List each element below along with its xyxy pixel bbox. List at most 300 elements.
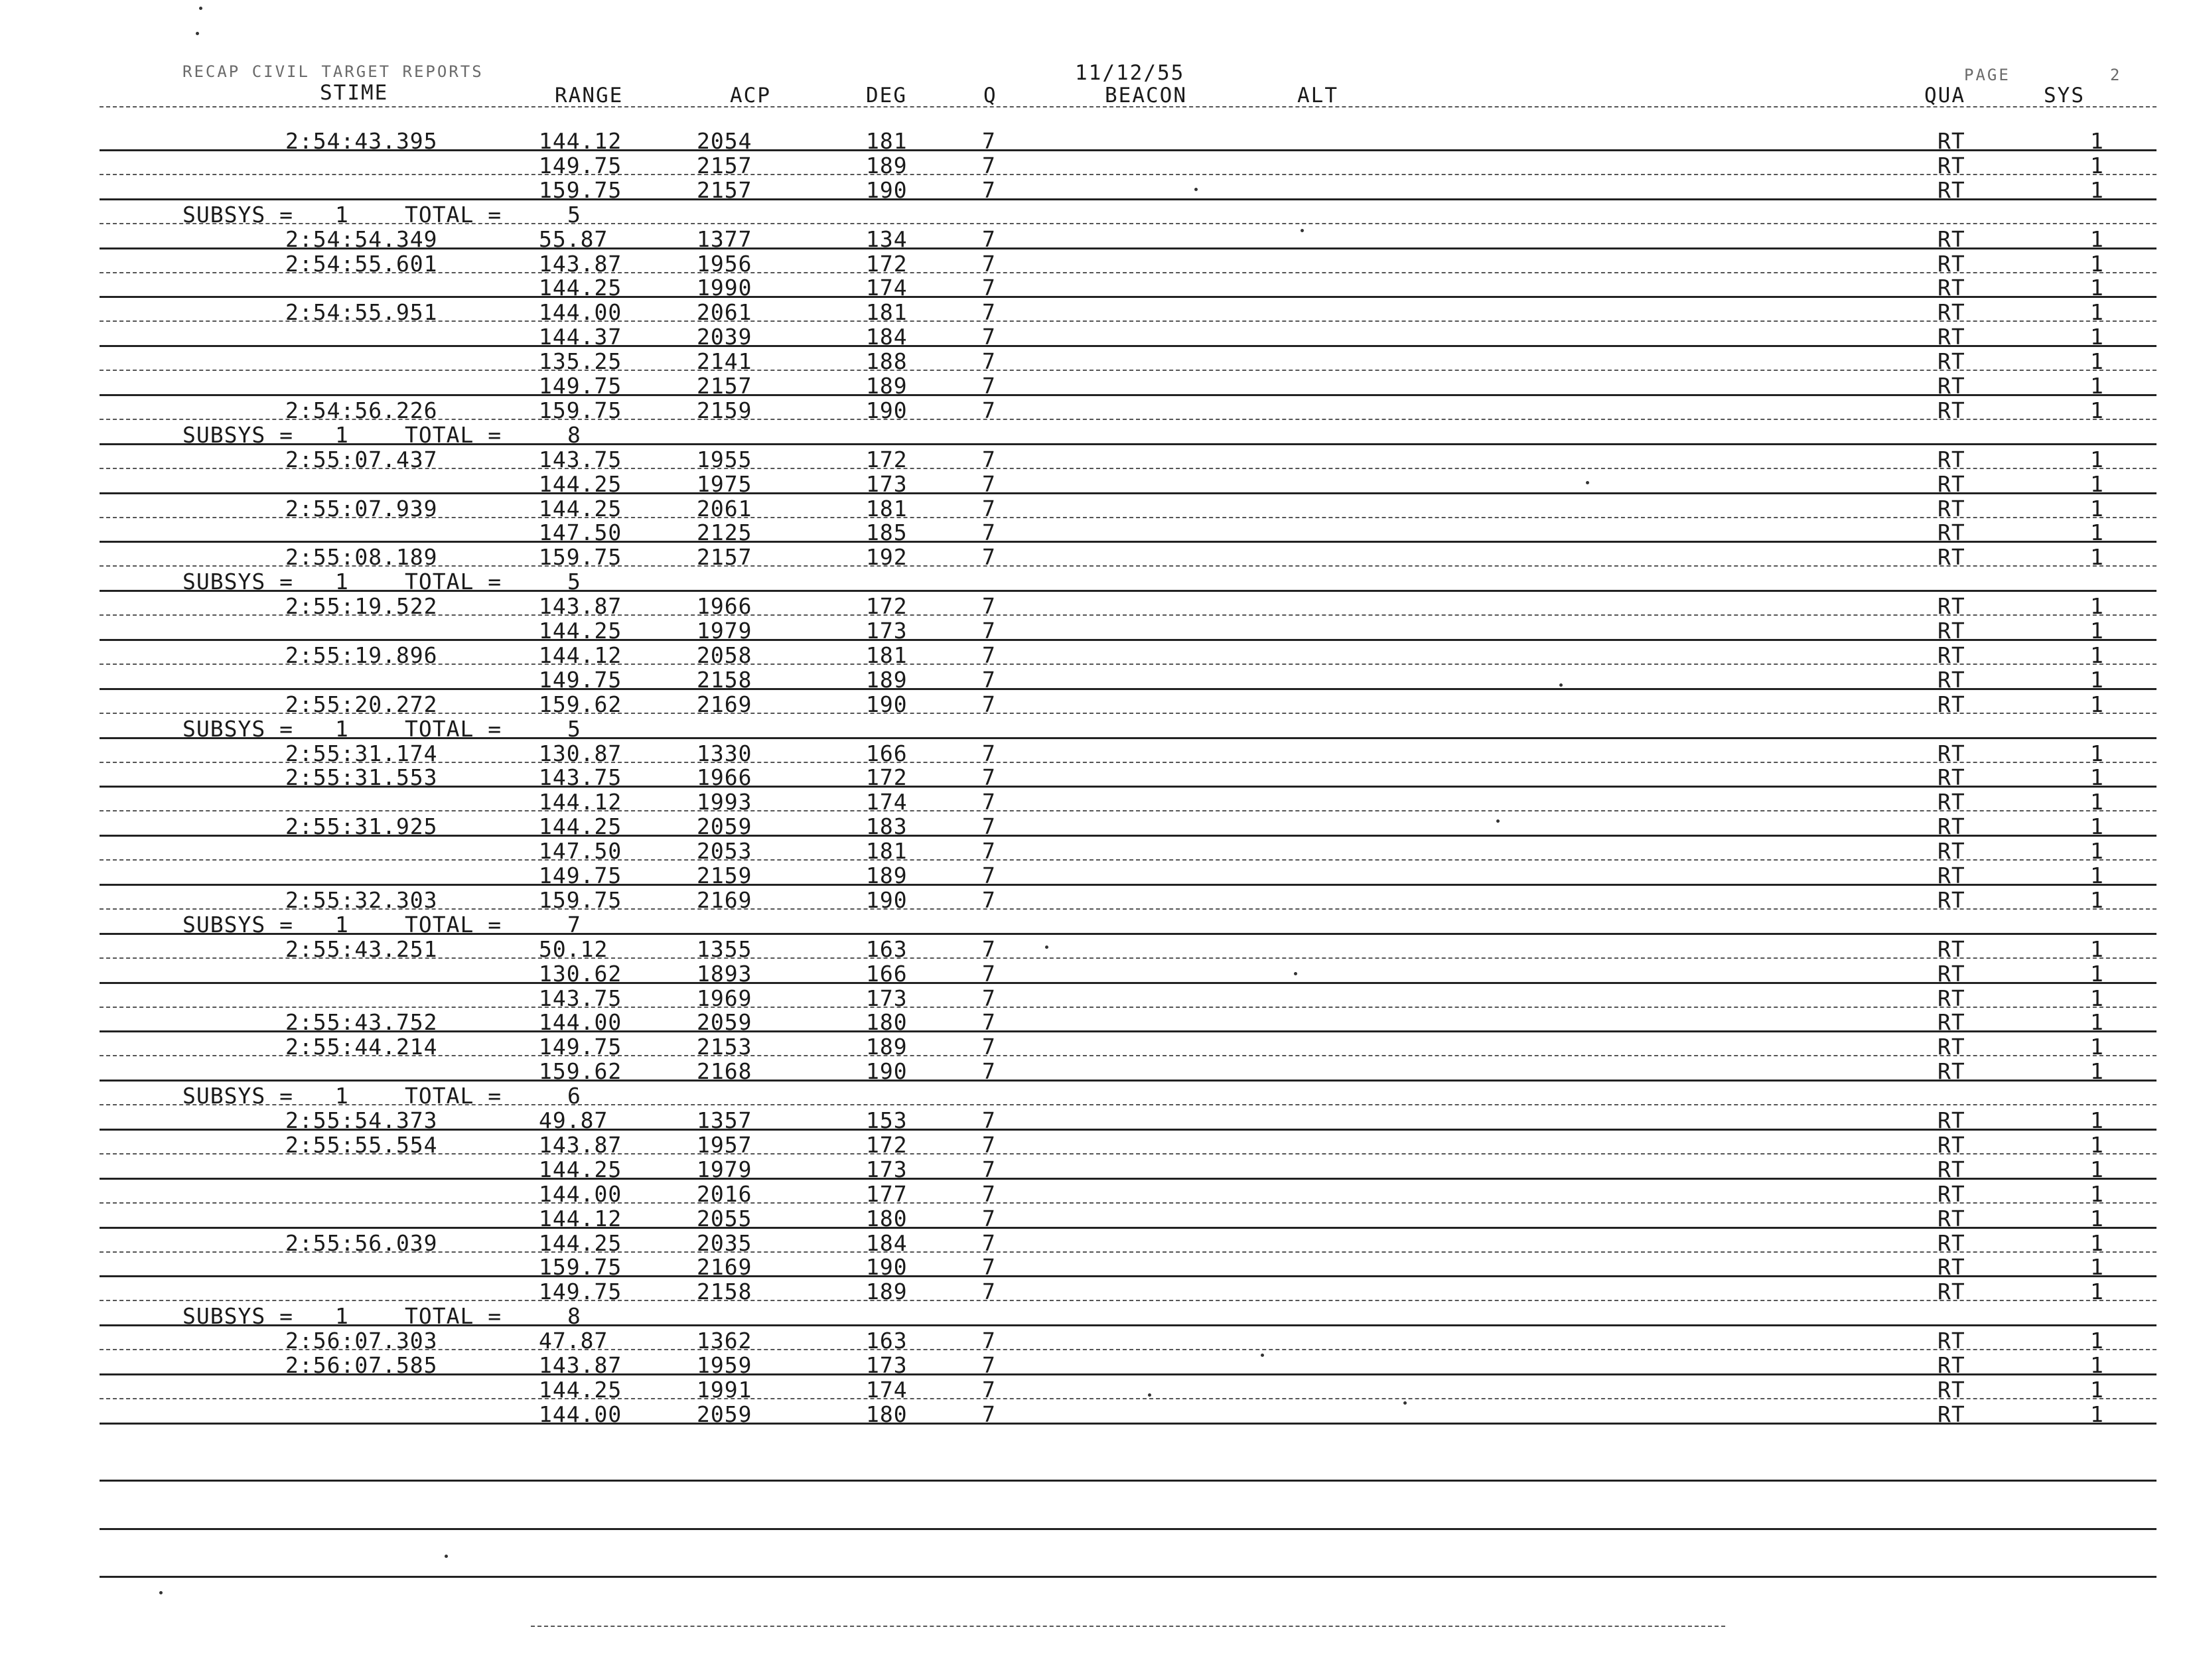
deg-cell: 174 — [866, 275, 908, 301]
sys-cell: 1 — [2090, 813, 2104, 839]
row-rule — [100, 762, 2156, 763]
range-cell: 147.50 — [539, 838, 622, 864]
row-rule — [100, 1227, 2156, 1229]
deg-cell: 173 — [866, 985, 908, 1011]
row-rule — [100, 517, 2156, 518]
acp-cell: 2141 — [697, 348, 752, 374]
stime-cell: 2:56:07.585 — [285, 1352, 438, 1378]
subsys-value: 1 — [335, 1303, 349, 1329]
qua-cell: RT — [1938, 544, 1965, 570]
q-cell: 7 — [982, 275, 996, 301]
range-cell: 144.25 — [539, 1156, 622, 1182]
acp-cell: 1893 — [697, 961, 752, 987]
sys-cell: 1 — [2090, 887, 2104, 913]
qua-cell: RT — [1938, 1352, 1965, 1378]
stime-cell: 2:54:55.601 — [285, 251, 438, 277]
qua-cell: RT — [1938, 1328, 1965, 1354]
row-rule — [100, 1324, 2156, 1326]
acp-cell: 2157 — [697, 373, 752, 399]
acp-cell: 1975 — [697, 471, 752, 497]
row-rule — [100, 1030, 2156, 1032]
total-value: 6 — [567, 1083, 581, 1109]
sys-cell: 1 — [2090, 691, 2104, 717]
total-value: 5 — [567, 569, 581, 595]
deg-cell: 181 — [866, 838, 908, 864]
q-cell: 7 — [982, 324, 996, 350]
q-cell: 7 — [982, 838, 996, 864]
column-header-q: Q — [983, 84, 997, 107]
qua-cell: RT — [1938, 520, 1965, 545]
subsys-value: 1 — [335, 422, 349, 448]
deg-cell: 189 — [866, 667, 908, 693]
sys-cell: 1 — [2090, 544, 2104, 570]
qua-cell: RT — [1938, 471, 1965, 497]
deg-cell: 173 — [866, 618, 908, 644]
paper-speck — [1496, 819, 1500, 823]
stime-cell: 2:55:32.303 — [285, 887, 438, 913]
qua-cell: RT — [1938, 667, 1965, 693]
sys-cell: 1 — [2090, 667, 2104, 693]
total-value: 8 — [567, 422, 581, 448]
acp-cell: 2058 — [697, 642, 752, 668]
row-rule — [100, 1398, 2156, 1399]
row-rule — [100, 1373, 2156, 1375]
deg-cell: 192 — [866, 544, 908, 570]
deg-cell: 174 — [866, 789, 908, 815]
acp-cell: 2168 — [697, 1058, 752, 1084]
deg-cell: 189 — [866, 1034, 908, 1060]
row-rule — [100, 1055, 2156, 1056]
deg-cell: 173 — [866, 471, 908, 497]
qua-cell: RT — [1938, 177, 1965, 203]
row-rule — [100, 639, 2156, 641]
subsys-value: 1 — [335, 912, 349, 938]
range-cell: 50.12 — [539, 936, 608, 962]
q-cell: 7 — [982, 985, 996, 1011]
paper-speck — [1586, 481, 1589, 484]
total-value: 8 — [567, 1303, 581, 1329]
deg-cell: 185 — [866, 520, 908, 545]
sys-cell: 1 — [2090, 1328, 2104, 1354]
total-label: TOTAL = — [405, 422, 502, 448]
deg-cell: 166 — [866, 740, 908, 766]
q-cell: 7 — [982, 936, 996, 962]
deg-cell: 180 — [866, 1009, 908, 1035]
stime-cell: 2:55:19.896 — [285, 642, 438, 668]
page-number: 2 — [2110, 66, 2122, 84]
qua-cell: RT — [1938, 348, 1965, 374]
q-cell: 7 — [982, 740, 996, 766]
sys-cell: 1 — [2090, 471, 2104, 497]
acp-cell: 2054 — [697, 128, 752, 154]
range-cell: 144.25 — [539, 275, 622, 301]
sys-cell: 1 — [2090, 496, 2104, 522]
range-cell: 149.75 — [539, 1034, 622, 1060]
qua-cell: RT — [1938, 985, 1965, 1011]
report-date: 11/12/55 — [1075, 61, 1185, 85]
deg-cell: 172 — [866, 1132, 908, 1158]
qua-cell: RT — [1938, 961, 1965, 987]
stime-cell: 2:55:07.939 — [285, 496, 438, 522]
stime-cell: 2:55:56.039 — [285, 1230, 438, 1256]
sys-cell: 1 — [2090, 936, 2104, 962]
deg-cell: 181 — [866, 642, 908, 668]
sys-cell: 1 — [2090, 740, 2104, 766]
q-cell: 7 — [982, 764, 996, 790]
paper-speck — [196, 32, 199, 35]
qua-cell: RT — [1938, 1034, 1965, 1060]
range-cell: 147.50 — [539, 520, 622, 545]
acp-cell: 2125 — [697, 520, 752, 545]
paper-speck — [199, 7, 202, 10]
range-cell: 149.75 — [539, 863, 622, 888]
range-cell: 159.75 — [539, 544, 622, 570]
subsys-label: SUBSYS = — [182, 569, 293, 595]
deg-cell: 184 — [866, 324, 908, 350]
q-cell: 7 — [982, 789, 996, 815]
range-cell: 130.62 — [539, 961, 622, 987]
range-cell: 144.25 — [539, 1377, 622, 1403]
acp-cell: 1362 — [697, 1328, 752, 1354]
range-cell: 144.25 — [539, 1230, 622, 1256]
qua-cell: RT — [1938, 1279, 1965, 1304]
qua-cell: RT — [1938, 1254, 1965, 1280]
q-cell: 7 — [982, 1181, 996, 1207]
sys-cell: 1 — [2090, 1058, 2104, 1084]
deg-cell: 190 — [866, 887, 908, 913]
qua-cell: RT — [1938, 1107, 1965, 1133]
range-cell: 144.12 — [539, 789, 622, 815]
range-cell: 143.75 — [539, 985, 622, 1011]
stime-cell: 2:55:31.553 — [285, 764, 438, 790]
deg-cell: 134 — [866, 226, 908, 252]
row-rule — [100, 1007, 2156, 1008]
deg-cell: 153 — [866, 1107, 908, 1133]
q-cell: 7 — [982, 813, 996, 839]
acp-cell: 2053 — [697, 838, 752, 864]
stime-cell: 2:55:31.925 — [285, 813, 438, 839]
row-rule — [100, 296, 2156, 298]
row-rule — [100, 272, 2156, 273]
row-rule — [100, 1202, 2156, 1204]
acp-cell: 2059 — [697, 813, 752, 839]
q-cell: 7 — [982, 348, 996, 374]
deg-cell: 190 — [866, 1254, 908, 1280]
sys-cell: 1 — [2090, 397, 2104, 423]
q-cell: 7 — [982, 1230, 996, 1256]
row-rule — [100, 565, 2156, 567]
stime-cell: 2:54:54.349 — [285, 226, 438, 252]
q-cell: 7 — [982, 397, 996, 423]
deg-cell: 183 — [866, 813, 908, 839]
qua-cell: RT — [1938, 813, 1965, 839]
sys-cell: 1 — [2090, 985, 2104, 1011]
page-label: PAGE — [1964, 66, 2011, 84]
row-rule — [100, 247, 2156, 249]
column-header-deg: DEG — [866, 84, 907, 107]
deg-cell: 181 — [866, 299, 908, 325]
q-cell: 7 — [982, 373, 996, 399]
deg-cell: 180 — [866, 1401, 908, 1427]
deg-cell: 189 — [866, 153, 908, 178]
range-cell: 144.12 — [539, 128, 622, 154]
deg-cell: 172 — [866, 764, 908, 790]
qua-cell: RT — [1938, 1058, 1965, 1084]
sys-cell: 1 — [2090, 1352, 2104, 1378]
sys-cell: 1 — [2090, 128, 2104, 154]
acp-cell: 1956 — [697, 251, 752, 277]
row-rule — [100, 908, 2156, 910]
sys-cell: 1 — [2090, 251, 2104, 277]
range-cell: 55.87 — [539, 226, 608, 252]
range-cell: 144.12 — [539, 1206, 622, 1231]
row-rule — [100, 933, 2156, 935]
total-label: TOTAL = — [405, 569, 502, 595]
subsys-value: 1 — [335, 716, 349, 742]
paper-speck — [1148, 1393, 1151, 1397]
sys-cell: 1 — [2090, 1034, 2104, 1060]
acp-cell: 2016 — [697, 1181, 752, 1207]
qua-cell: RT — [1938, 691, 1965, 717]
stime-cell: 2:55:43.251 — [285, 936, 438, 962]
qua-cell: RT — [1938, 863, 1965, 888]
acp-cell: 2159 — [697, 397, 752, 423]
row-rule — [100, 1251, 2156, 1253]
row-rule — [100, 1275, 2156, 1277]
range-cell: 143.87 — [539, 251, 622, 277]
subsys-label: SUBSYS = — [182, 1303, 293, 1329]
paper-speck — [159, 1591, 163, 1594]
column-header-range: RANGE — [555, 84, 624, 107]
acp-cell: 2039 — [697, 324, 752, 350]
sys-cell: 1 — [2090, 226, 2104, 252]
total-value: 5 — [567, 202, 581, 228]
deg-cell: 181 — [866, 128, 908, 154]
q-cell: 7 — [982, 1034, 996, 1060]
acp-cell: 1990 — [697, 275, 752, 301]
row-rule — [100, 1153, 2156, 1155]
sys-cell: 1 — [2090, 1107, 2104, 1133]
row-rule — [100, 737, 2156, 739]
sys-cell: 1 — [2090, 447, 2104, 472]
sys-cell: 1 — [2090, 961, 2104, 987]
q-cell: 7 — [982, 447, 996, 472]
sys-cell: 1 — [2090, 1401, 2104, 1427]
stime-cell: 2:55:55.554 — [285, 1132, 438, 1158]
acp-cell: 2059 — [697, 1009, 752, 1035]
range-cell: 144.12 — [539, 642, 622, 668]
q-cell: 7 — [982, 691, 996, 717]
range-cell: 143.87 — [539, 1132, 622, 1158]
column-header-acp: ACP — [730, 84, 771, 107]
row-rule — [100, 835, 2156, 837]
total-label: TOTAL = — [405, 912, 502, 938]
paper-speck — [1194, 188, 1198, 191]
qua-cell: RT — [1938, 397, 1965, 423]
q-cell: 7 — [982, 471, 996, 497]
acp-cell: 2059 — [697, 1401, 752, 1427]
subsys-label: SUBSYS = — [182, 202, 293, 228]
stime-cell: 2:55:43.752 — [285, 1009, 438, 1035]
blank-rule — [100, 1528, 2156, 1530]
range-cell: 144.25 — [539, 618, 622, 644]
row-rule — [100, 957, 2156, 959]
qua-cell: RT — [1938, 593, 1965, 619]
qua-cell: RT — [1938, 1009, 1965, 1035]
row-rule — [100, 1178, 2156, 1180]
acp-cell: 1957 — [697, 1132, 752, 1158]
row-rule — [100, 1349, 2156, 1350]
range-cell: 144.25 — [539, 471, 622, 497]
range-cell: 159.75 — [539, 177, 622, 203]
sys-cell: 1 — [2090, 1230, 2104, 1256]
paper-speck — [1301, 229, 1304, 232]
acp-cell: 2159 — [697, 863, 752, 888]
stime-cell: 2:55:44.214 — [285, 1034, 438, 1060]
qua-cell: RT — [1938, 1156, 1965, 1182]
acp-cell: 1966 — [697, 764, 752, 790]
total-value: 5 — [567, 716, 581, 742]
q-cell: 7 — [982, 667, 996, 693]
range-cell: 144.00 — [539, 1181, 622, 1207]
subsys-value: 1 — [335, 202, 349, 228]
acp-cell: 2153 — [697, 1034, 752, 1060]
range-cell: 144.37 — [539, 324, 622, 350]
row-rule — [100, 198, 2156, 200]
deg-cell: 163 — [866, 1328, 908, 1354]
stime-cell: 2:54:55.951 — [285, 299, 438, 325]
range-cell: 149.75 — [539, 153, 622, 178]
acp-cell: 2157 — [697, 177, 752, 203]
q-cell: 7 — [982, 863, 996, 888]
total-label: TOTAL = — [405, 1303, 502, 1329]
stime-cell: 2:55:20.272 — [285, 691, 438, 717]
subsys-label: SUBSYS = — [182, 422, 293, 448]
sys-cell: 1 — [2090, 642, 2104, 668]
qua-cell: RT — [1938, 764, 1965, 790]
acp-cell: 1959 — [697, 1352, 752, 1378]
q-cell: 7 — [982, 618, 996, 644]
blank-rule — [531, 1626, 1725, 1627]
range-cell: 143.87 — [539, 1352, 622, 1378]
stime-cell: 2:55:54.373 — [285, 1107, 438, 1133]
row-rule — [100, 1129, 2156, 1131]
subsys-value: 1 — [335, 569, 349, 595]
acp-cell: 2169 — [697, 887, 752, 913]
row-rule — [100, 614, 2156, 616]
range-cell: 143.75 — [539, 764, 622, 790]
sys-cell: 1 — [2090, 618, 2104, 644]
row-rule — [100, 1423, 2156, 1425]
acp-cell: 1955 — [697, 447, 752, 472]
deg-cell: 188 — [866, 348, 908, 374]
sys-cell: 1 — [2090, 1132, 2104, 1158]
acp-cell: 1966 — [697, 593, 752, 619]
range-cell: 49.87 — [539, 1107, 608, 1133]
qua-cell: RT — [1938, 1181, 1965, 1207]
column-header-beacon: BEACON — [1105, 84, 1187, 107]
sys-cell: 1 — [2090, 153, 2104, 178]
paper-speck — [1045, 945, 1048, 949]
acp-cell: 1377 — [697, 226, 752, 252]
q-cell: 7 — [982, 226, 996, 252]
blank-rule — [100, 1480, 2156, 1482]
qua-cell: RT — [1938, 1132, 1965, 1158]
qua-cell: RT — [1938, 1377, 1965, 1403]
acp-cell: 1969 — [697, 985, 752, 1011]
row-rule — [100, 1300, 2156, 1301]
deg-cell: 172 — [866, 251, 908, 277]
acp-cell: 1330 — [697, 740, 752, 766]
q-cell: 7 — [982, 299, 996, 325]
deg-cell: 174 — [866, 1377, 908, 1403]
sys-cell: 1 — [2090, 1279, 2104, 1304]
blank-rule — [100, 1576, 2156, 1578]
range-cell: 130.87 — [539, 740, 622, 766]
sys-cell: 1 — [2090, 299, 2104, 325]
deg-cell: 177 — [866, 1181, 908, 1207]
range-cell: 144.00 — [539, 1401, 622, 1427]
acp-cell: 2157 — [697, 544, 752, 570]
q-cell: 7 — [982, 251, 996, 277]
qua-cell: RT — [1938, 1401, 1965, 1427]
column-header-qua: QUA — [1924, 84, 1965, 107]
range-cell: 149.75 — [539, 373, 622, 399]
acp-cell: 1357 — [697, 1107, 752, 1133]
paper-speck — [1294, 972, 1297, 975]
sys-cell: 1 — [2090, 1181, 2104, 1207]
deg-cell: 190 — [866, 177, 908, 203]
row-rule — [100, 590, 2156, 592]
paper-speck — [1559, 683, 1563, 687]
range-cell: 159.75 — [539, 887, 622, 913]
q-cell: 7 — [982, 1377, 996, 1403]
q-cell: 7 — [982, 1352, 996, 1378]
subsys-label: SUBSYS = — [182, 912, 293, 938]
q-cell: 7 — [982, 520, 996, 545]
stime-cell: 2:55:19.522 — [285, 593, 438, 619]
q-cell: 7 — [982, 1401, 996, 1427]
range-cell: 159.62 — [539, 691, 622, 717]
range-cell: 149.75 — [539, 1279, 622, 1304]
deg-cell: 173 — [866, 1156, 908, 1182]
q-cell: 7 — [982, 593, 996, 619]
paper-speck — [1261, 1354, 1264, 1357]
q-cell: 7 — [982, 496, 996, 522]
row-rule — [100, 492, 2156, 494]
acp-cell: 2061 — [697, 496, 752, 522]
sys-cell: 1 — [2090, 1377, 2104, 1403]
sys-cell: 1 — [2090, 348, 2104, 374]
row-rule — [100, 541, 2156, 543]
range-cell: 159.75 — [539, 397, 622, 423]
qua-cell: RT — [1938, 226, 1965, 252]
total-label: TOTAL = — [405, 202, 502, 228]
row-rule — [100, 320, 2156, 322]
row-rule — [100, 713, 2156, 714]
sys-cell: 1 — [2090, 275, 2104, 301]
qua-cell: RT — [1938, 1230, 1965, 1256]
paper-speck — [1403, 1401, 1407, 1405]
subsys-label: SUBSYS = — [182, 716, 293, 742]
acp-cell: 2157 — [697, 153, 752, 178]
row-rule — [100, 419, 2156, 420]
row-rule — [100, 859, 2156, 861]
deg-cell: 163 — [866, 936, 908, 962]
acp-cell: 1993 — [697, 789, 752, 815]
deg-cell: 172 — [866, 593, 908, 619]
q-cell: 7 — [982, 1107, 996, 1133]
